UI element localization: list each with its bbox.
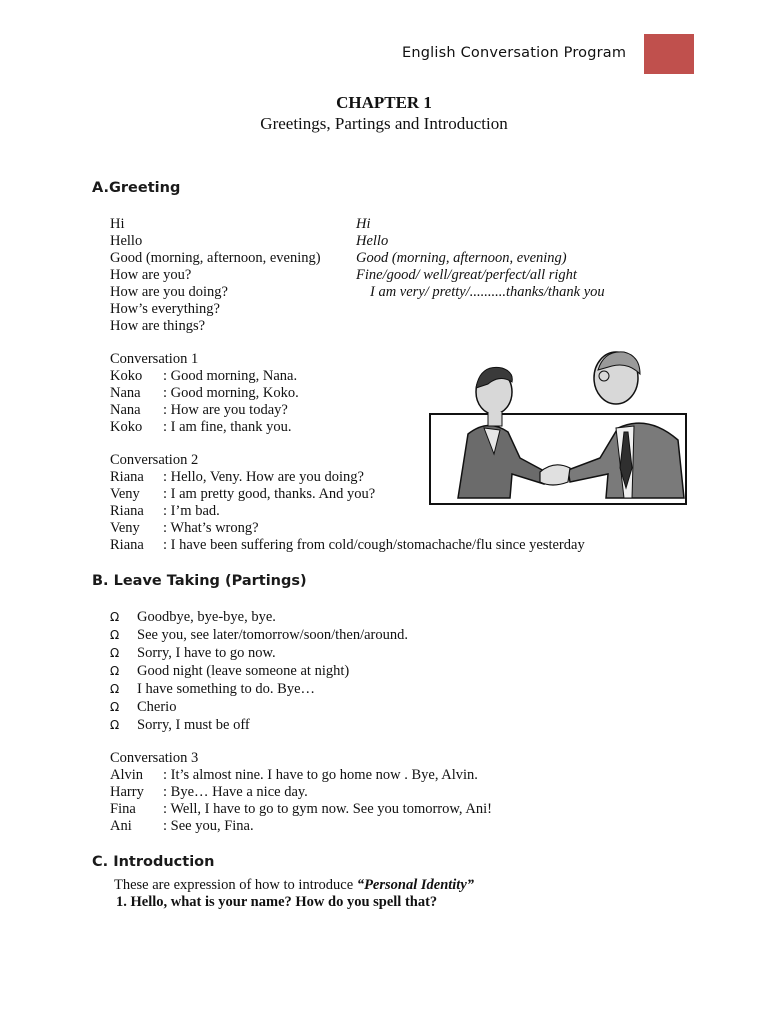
utterance: : It’s almost nine. I have to go home now . Bye, Alvin. [163, 767, 478, 783]
conversation-title: Conversation 2 [110, 452, 199, 468]
greeting-left: How are things? [110, 318, 206, 334]
utterance: : I am pretty good, thanks. And you? [163, 486, 376, 502]
speaker: Fina [110, 801, 136, 817]
speaker: Koko [110, 419, 143, 435]
header-accent-block [644, 34, 694, 74]
utterance: : Good morning, Nana. [163, 368, 298, 384]
utterance: : I have been suffering from cold/cough/stomachache/flu since yesterday [163, 537, 585, 553]
greeting-right: I am very/ pretty/..........thanks/thank you [370, 284, 605, 300]
omega-bullet-icon: Ω [110, 718, 120, 732]
utterance: : Bye… Have a nice day. [163, 784, 308, 800]
list-item-text: Sorry, I must be off [137, 717, 250, 733]
speaker: Riana [110, 537, 144, 553]
list-item-text: Goodbye, bye-bye, bye. [137, 609, 276, 625]
greeting-left: How are you doing? [110, 284, 228, 300]
utterance: : I am fine, thank you. [163, 419, 292, 435]
omega-bullet-icon: Ω [110, 700, 120, 714]
conversation-title: Conversation 3 [110, 750, 199, 766]
utterance: : See you, Fina. [163, 818, 254, 834]
section-a-title: A.Greeting [92, 180, 181, 196]
dialog-line [0, 402, 420, 419]
speaker: Ani [110, 818, 132, 834]
list-item [0, 609, 500, 626]
greeting-left: Hello [110, 233, 143, 249]
chapter-number: CHAPTER 1 [336, 93, 432, 112]
greeting-right: Hello [356, 233, 389, 249]
greeting-left: How’s everything? [110, 301, 220, 317]
dialog-line [0, 537, 640, 554]
greeting-right: Fine/good/ well/great/perfect/all right [356, 267, 577, 283]
conversation-title: Conversation 1 [110, 351, 199, 367]
speaker: Alvin [110, 767, 144, 783]
intro-prefix: These are expression of how to introduce [114, 877, 357, 893]
greeting-right: Hi [356, 216, 371, 232]
utterance: : I’m bad. [163, 503, 220, 519]
greeting-left: Hi [110, 216, 125, 232]
chapter-subtitle: Greetings, Partings and Introduction [260, 114, 508, 133]
list-item [0, 681, 500, 698]
dialog-line [0, 784, 640, 801]
speaker: Veny [110, 520, 140, 536]
introduction-text [114, 877, 474, 894]
dialog-line [0, 818, 640, 835]
utterance: : What’s wrong? [163, 520, 259, 536]
question-item-1: 1. Hello, what is your name? How do you spell that? [116, 894, 438, 910]
greeting-right: Good (morning, afternoon, evening) [356, 250, 567, 266]
omega-bullet-icon: Ω [110, 664, 120, 678]
dialog-line [0, 767, 640, 784]
list-item [0, 699, 500, 716]
omega-bullet-icon: Ω [110, 628, 120, 642]
speaker: Koko [110, 368, 143, 384]
speaker: Harry [110, 784, 144, 800]
utterance: : How are you today? [163, 402, 288, 418]
dialog-line [0, 368, 420, 385]
dialog-line [0, 801, 640, 818]
greeting-left: How are you? [110, 267, 192, 283]
header-title: English Conversation Program [402, 45, 627, 61]
speaker: Veny [110, 486, 140, 502]
list-item-text: Good night (leave someone at night) [137, 663, 350, 679]
speaker: Riana [110, 469, 144, 485]
utterance: : Well, I have to go to gym now. See you tomorrow, Ani! [163, 801, 492, 817]
dialog-line [0, 419, 420, 436]
utterance: : Good morning, Koko. [163, 385, 299, 401]
utterance: : Hello, Veny. How are you doing? [163, 469, 364, 485]
omega-bullet-icon: Ω [110, 682, 120, 696]
list-item [0, 627, 500, 644]
speaker: Nana [110, 402, 141, 418]
omega-bullet-icon: Ω [110, 646, 120, 660]
list-item-text: Sorry, I have to go now. [137, 645, 276, 661]
section-c-title: C. Introduction [92, 854, 215, 870]
intro-emphasis: “Personal Identity” [356, 877, 475, 893]
list-item-text: See you, see later/tomorrow/soon/then/around. [137, 627, 409, 643]
omega-bullet-icon: Ω [110, 610, 120, 624]
list-item [0, 645, 500, 662]
list-item [0, 663, 500, 680]
section-b-title: B. Leave Taking (Partings) [92, 573, 307, 589]
dialog-line [0, 520, 640, 537]
list-item [0, 717, 500, 734]
speaker: Nana [110, 385, 141, 401]
greeting-left: Good (morning, afternoon, evening) [110, 250, 321, 266]
speaker: Riana [110, 503, 144, 519]
dialog-line [0, 385, 420, 402]
list-item-text: I have something to do. Bye… [137, 681, 316, 697]
list-item-text: Cherio [137, 699, 177, 715]
handshake-illustration [428, 348, 688, 510]
